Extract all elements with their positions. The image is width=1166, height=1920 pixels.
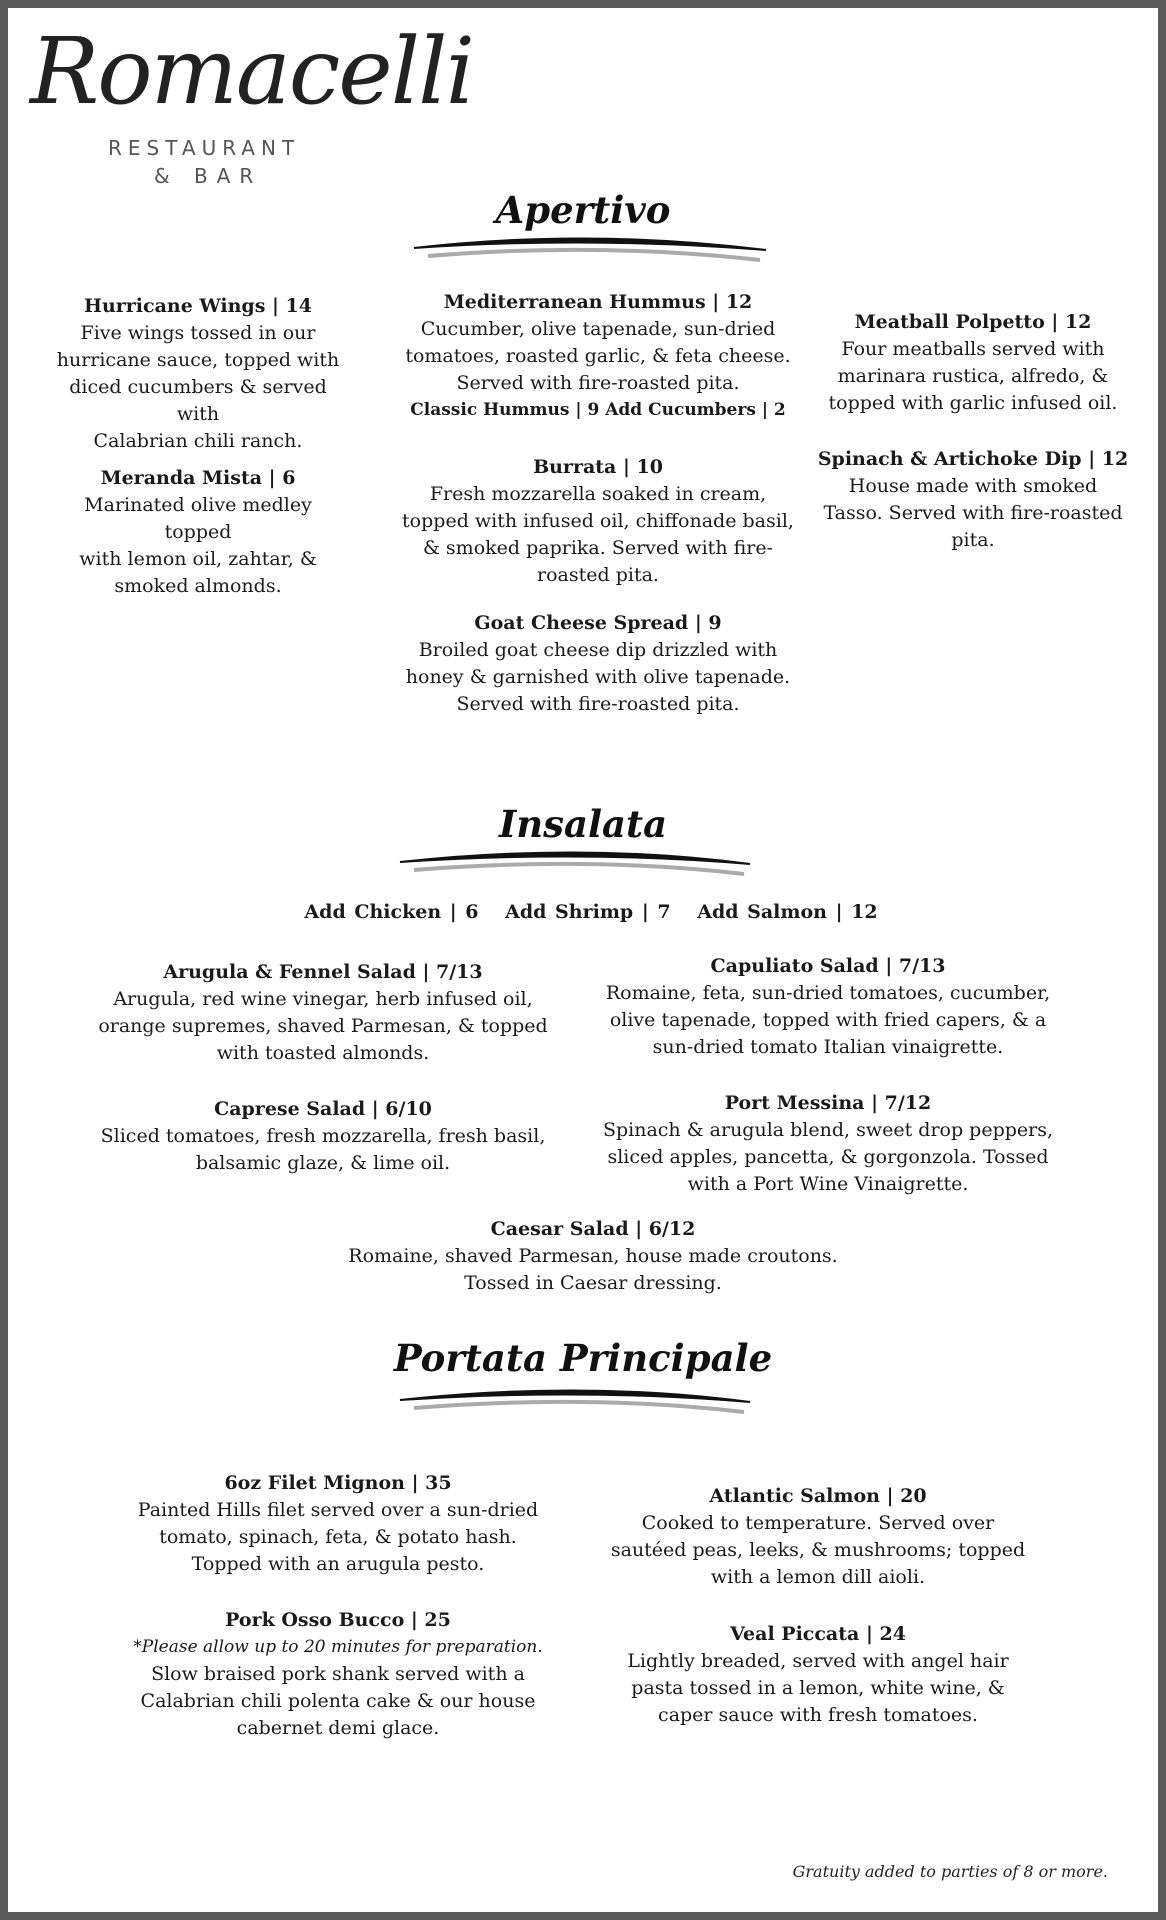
item-desc-line: Served with fire-roasted pita. [456,372,740,394]
item-desc-line: Calabrian chili polenta cake & our house [140,1690,536,1712]
item-desc-line: with a Port Wine Vinaigrette. [687,1173,969,1195]
item-desc-line: roasted pita. [537,564,659,586]
menu-item-veal-piccata [608,1621,1028,1729]
menu-item-pork-osso-bucco [133,1607,543,1742]
item-name: Hurricane Wings | 14 [84,295,312,317]
divider-swoosh [8,1386,1158,1426]
item-name: 6oz Filet Mignon | 35 [224,1472,452,1494]
section-title-portata-principale: Portata Principale [393,1336,773,1380]
item-name: Spinach & Artichoke Dip | 12 [817,448,1129,470]
item-desc-line: Tasso. Served with fire-roasted [823,502,1123,524]
item-desc-line: sautéed peas, leeks, & mushrooms; topped [610,1539,1026,1561]
item-desc-line: olive tapenade, topped with fried capers, & a [609,1009,1047,1031]
menu-item-port-messina [598,1090,1058,1198]
item-desc-line: Fresh mozzarella soaked in cream, [429,483,767,505]
logo-restaurant: RESTAURANT [108,136,301,160]
item-desc-line: Lightly breaded, served with angel hair [627,1650,1009,1672]
menu-item-capuliato-salad [598,953,1058,1061]
item-desc-line: House made with smoked [848,475,1098,497]
item-desc-line: orange supremes, shaved Parmesan, & topped [98,1015,548,1037]
item-name: Meatball Polpetto | 12 [854,311,1092,333]
item-desc-line: marinara rustica, alfredo, & [837,365,1109,387]
item-name: Veal Piccata | 24 [730,1623,906,1645]
item-desc-line: pita. [951,529,995,551]
item-name: Mediterranean Hummus | 12 [443,291,753,313]
menu-item-caprese-salad [98,1096,548,1177]
menu-item-mediterranean-hummus [388,289,808,424]
item-desc-line: with toasted almonds. [216,1042,430,1064]
menu-item-atlantic-salmon [608,1483,1028,1591]
item-desc-line: Cucumber, olive tapenade, sun-dried [420,318,776,340]
item-prep-note: *Please allow up to 20 minutes for preparation. [133,1637,543,1657]
item-desc-line: sliced apples, pancetta, & gorgonzola. Tossed [607,1146,1049,1168]
menu-item-hurricane-wings [48,293,348,455]
item-desc-line: topped with garlic infused oil. [828,392,1118,414]
item-name: Goat Cheese Spread | 9 [474,612,722,634]
item-desc-line: Five wings tossed in our [80,322,316,344]
menu-item-meatball-polpetto [808,309,1138,417]
item-desc-line: with lemon oil, zahtar, & [79,548,317,570]
item-name: Port Messina | 7/12 [724,1092,932,1114]
item-desc-line: sun-dried tomato Italian vinaigrette. [652,1036,1004,1058]
item-desc-line: Sliced tomatoes, fresh mozzarella, fresh basil, [100,1125,546,1147]
divider-swoosh [8,234,1158,274]
item-desc-line: Romaine, shaved Parmesan, house made croutons. [348,1245,838,1267]
item-desc-line: Painted Hills filet served over a sun-dried [137,1499,539,1521]
item-desc-line: Arugula, red wine vinegar, herb infused oil, [113,988,533,1010]
item-name: Burrata | 10 [533,456,663,478]
item-desc-line: cabernet demi glace. [236,1717,440,1739]
item-desc-line: with a lemon dill aioli. [710,1566,926,1588]
item-name: Arugula & Fennel Salad | 7/13 [163,961,483,983]
menu-item-meranda-mista [48,465,348,600]
item-desc-line: Marinated olive medley topped [84,494,312,543]
addon-chicken: Add Chicken | 6 [304,901,479,923]
menu-page [8,8,1158,1912]
menu-item-spinach-artichoke-dip [808,446,1138,554]
menu-item-burrata [388,454,808,589]
divider-swoosh [8,848,1158,888]
item-desc-line: tomatoes, roasted garlic, & feta cheese. [405,345,791,367]
item-desc-line: Served with fire-roasted pita. [456,693,740,715]
item-name: Capuliato Salad | 7/13 [710,955,946,977]
item-desc-line: Tossed in Caesar dressing. [464,1272,722,1294]
item-desc-line: Romaine, feta, sun-dried tomatoes, cucumber, [605,982,1051,1004]
menu-item-filet-mignon [133,1470,543,1578]
item-name: Atlantic Salmon | 20 [709,1485,927,1507]
item-desc-line: & smoked paprika. Served with fire- [422,537,774,559]
item-desc-line: Slow braised pork shank served with a [151,1663,525,1685]
item-desc-line: hurricane sauce, topped with [56,349,340,371]
item-name: Meranda Mista | 6 [100,467,296,489]
item-name: Caprese Salad | 6/10 [214,1098,432,1120]
item-desc-line: Cooked to temperature. Served over [641,1512,995,1534]
logo-wordmark: Romacelli [30,18,473,125]
item-desc-line: tomato, spinach, feta, & potato hash. [159,1526,517,1548]
item-desc-line: Calabrian chili ranch. [93,430,303,452]
menu-item-caesar-salad [318,1216,868,1297]
item-desc-line: Four meatballs served with [841,338,1105,360]
item-sub-option: Classic Hummus | 9 Add Cucumbers | 2 [410,400,786,420]
item-name: Pork Osso Bucco | 25 [225,1609,451,1631]
section-title-insalata: Insalata [498,802,668,846]
item-desc-line: Spinach & arugula blend, sweet drop peppers, [602,1119,1054,1141]
item-desc-line: caper sauce with fresh tomatoes. [658,1704,978,1726]
menu-item-arugula-fennel-salad [98,959,548,1067]
addon-salmon: Add Salmon | 12 [697,901,878,923]
section-title-apertivo: Apertivo [495,188,671,232]
addons-row [8,901,1166,923]
item-desc-line: diced cucumbers & served with [69,376,327,425]
item-desc-line: pasta tossed in a lemon, white wine, & [631,1677,1005,1699]
item-desc-line: Broiled goat cheese dip drizzled with [418,639,778,661]
item-desc-line: balsamic glaze, & lime oil. [195,1152,451,1174]
addon-shrimp: Add Shrimp | 7 [505,901,671,923]
menu-item-goat-cheese-spread [388,610,808,718]
item-desc-line: honey & garnished with olive tapenade. [405,666,791,688]
item-desc-line: Topped with an arugula pesto. [191,1553,485,1575]
gratuity-note: Gratuity added to parties of 8 or more. [792,1862,1108,1881]
item-name: Caesar Salad | 6/12 [490,1218,696,1240]
item-desc-line: smoked almonds. [114,575,282,597]
item-desc-line: topped with infused oil, chiffonade basil, [402,510,794,532]
logo-bar: & BAR [154,164,263,188]
